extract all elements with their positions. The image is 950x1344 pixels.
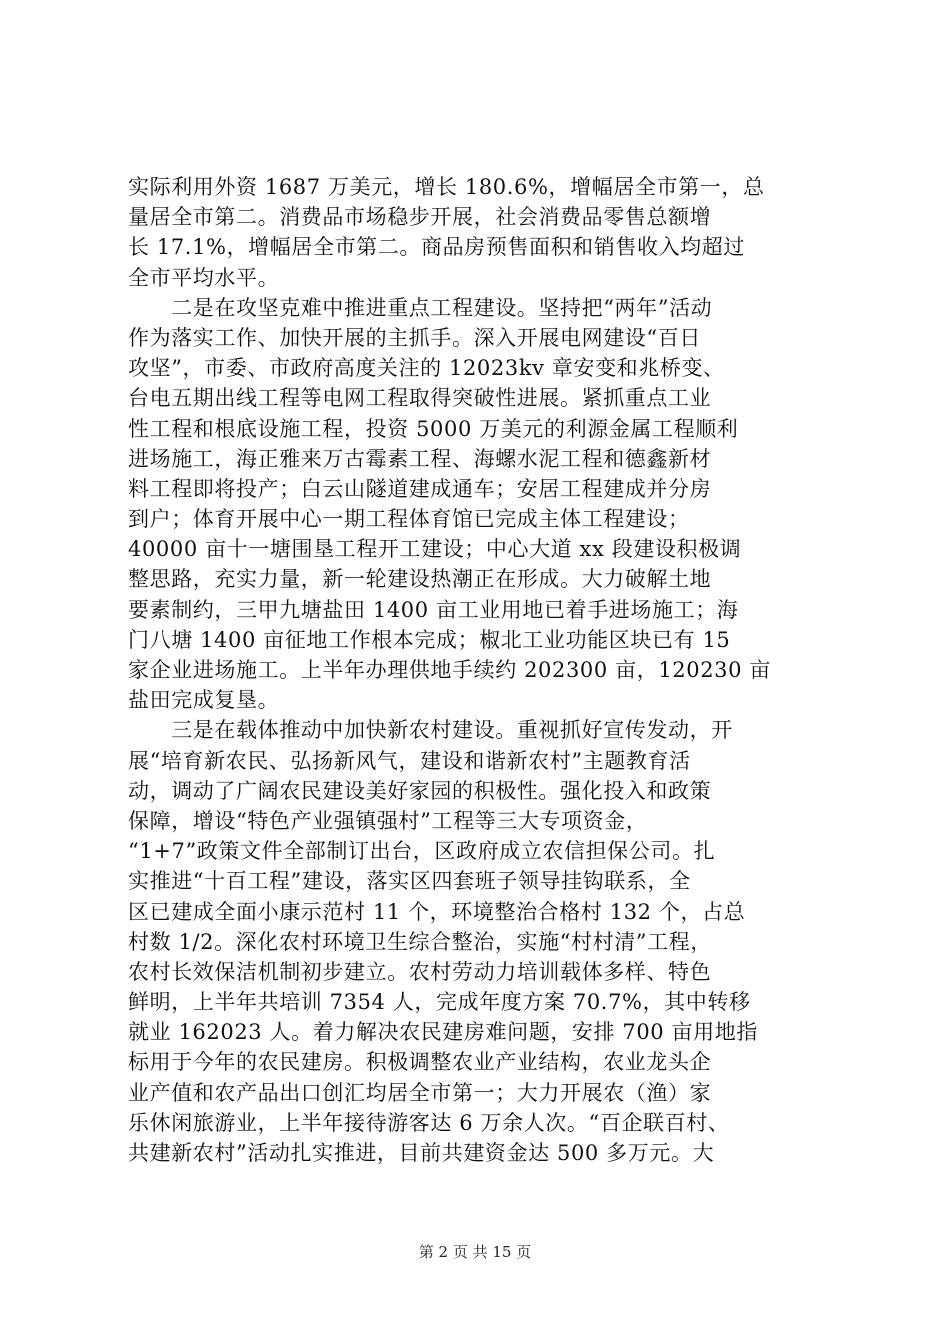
text-line: 进场施工，海正雅来万古霉素工程、海螺水泥工程和德鑫新材 (128, 446, 712, 471)
body-text (128, 172, 828, 1168)
text-line: 长 17.1%，增幅居全市第二。商品房预售面积和销售收入均超过 (128, 235, 745, 260)
text-line: 全市平均水平。 (128, 265, 280, 290)
text-line: 区已建成全面小康示范村 11 个，环境整治合格村 132 个，占总 (128, 899, 746, 924)
text-line: 三是在载体推动中加快新农村建设。重视抓好宣传发动，开 (128, 718, 733, 743)
text-line: “1+7”政策文件全部制订出台，区政府成立农信担保公司。扎 (128, 839, 716, 864)
text-line: 门八塘 1400 亩征地工作根本完成；椒北工业功能区块已有 15 (128, 627, 731, 652)
text-line: 量居全市第二。消费品市场稳步开展，社会消费品零售总额增 (128, 205, 712, 230)
text-line: 乐休闲旅游业，上半年接待游客达 6 万余人次。“百企联百村、 (128, 1110, 730, 1135)
text-line: 展“培育新农民、弘扬新风气，建设和谐新农村”主题教育活 (128, 748, 691, 773)
text-line: 二是在攻坚克难中推进重点工程建设。坚持把“两年”活动 (128, 295, 713, 320)
text-line: 实推进“十百工程”建设，落实区四套班子领导挂钩联系，全 (128, 869, 691, 894)
text-line: 标用于今年的农民建房。积极调整农业产业结构，农业龙头企 (128, 1050, 712, 1075)
text-line: 就业 162023 人。着力解决农民建房难问题，安排 700 亩用地指 (128, 1020, 758, 1045)
text-line: 鲜明，上半年共培训 7354 人，完成年度方案 70.7%，其中转移 (128, 990, 751, 1015)
text-line: 家企业进场施工。上半年办理供地手续约 202300 亩，120230 亩 (128, 658, 771, 682)
text-line: 台电五期出线工程等电网工程取得突破性进展。紧抓重点工业 (128, 386, 712, 411)
text-line: 业产值和农产品出口创汇均居全市第一；大力开展农（渔）家 (128, 1080, 712, 1105)
text-line: 共建新农村”活动扎实推进，目前共建资金达 500 多万元。大 (128, 1141, 715, 1165)
text-line: 要素制约，三甲九塘盐田 1400 亩工业用地已着手进场施工；海 (128, 597, 739, 622)
text-line: 整思路，充实力量，新一轮建设热潮正在形成。大力破解土地 (128, 567, 712, 592)
text-line: 攻坚”，市委、市政府高度关注的 12023kv 章安变和兆桥变、 (128, 356, 725, 381)
text-line: 到户；体育开展中心一期工程体育馆已完成主体工程建设； (128, 507, 690, 532)
text-line: 村数 1/2。深化农村环境卫生综合整治，实施“村村清”工程， (128, 929, 712, 954)
text-line: 料工程即将投产；白云山隧道建成通车；安居工程建成并分房 (128, 476, 712, 501)
text-line: 盐田完成复垦。 (128, 688, 280, 713)
text-line: 40000 亩十一塘围垦工程开工建设；中心大道 xx 段建设积极调 (128, 537, 742, 562)
page-number-footer: 第 2 页 共 15 页 (418, 1243, 532, 1261)
text-line: 实际利用外资 1687 万美元，增长 180.6%，增幅居全市第一，总 (128, 175, 765, 199)
text-line: 作为落实工作、加快开展的主抓手。深入开展电网建设“百日 (128, 325, 701, 350)
text-line: 动，调动了广阔农民建设美好家园的积极性。强化投入和政策 (128, 778, 712, 803)
text-line: 保障，增设“特色产业强镇强村”工程等三大专项资金， (128, 808, 648, 833)
text-line: 农村长效保洁机制初步建立。农村劳动力培训载体多样、特色 (128, 959, 712, 984)
text-line: 性工程和根底设施工程，投资 5000 万美元的利源金属工程顺利 (128, 416, 739, 441)
